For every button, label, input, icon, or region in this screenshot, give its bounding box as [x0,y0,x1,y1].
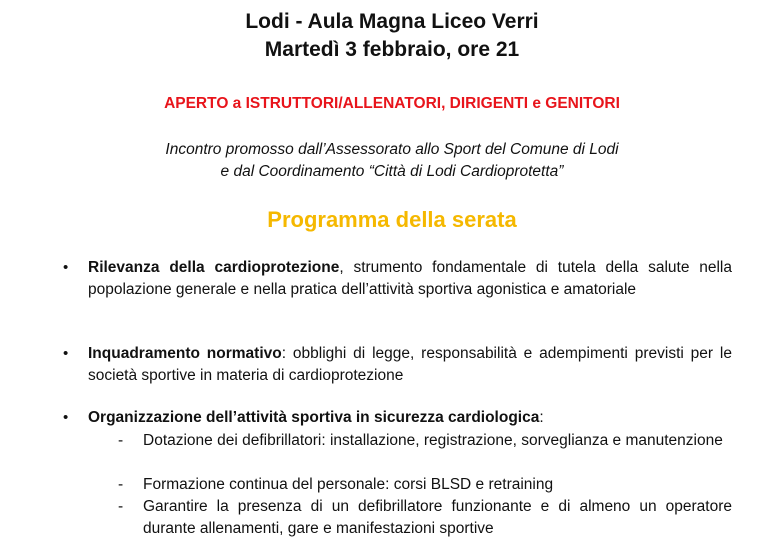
dash-marker: - [118,476,124,493]
event-venue: Lodi - Aula Magna Liceo Verri [245,10,539,33]
bullet-icon: • [63,345,69,362]
program-title: Programma della serata [267,207,517,232]
sub-item-defibrillators: Dotazione dei defibrillatori: installazione, registrazione, sorveglianza e manutenzione [143,432,723,449]
program-item-regulations [88,343,732,387]
program-item-heading: Rilevanza della cardioprotezione [88,259,340,276]
dash-marker: - [118,432,124,449]
sub-item-presence: Garantire la presenza di un defibrillatore funzionante e di almeno un operatore durante allenamenti, gare e manifestazioni sportive [143,498,732,537]
promotion-line-1: Incontro promosso dall’Assessorato allo Sport del Comune di Lodi [165,141,619,158]
bullet-icon: • [63,409,69,426]
program-item-text: , strumento fondamentale di tutela della salute nella popolazione generale e nella pratica dell’attività sportiva agonistica e amatoriale [88,259,732,298]
audience-notice: APERTO a ISTRUTTORI/ALLENATORI, DIRIGENTI e GENITORI [164,95,620,112]
bullet-icon: • [63,259,69,276]
sub-item-training: Formazione continua del personale: corsi BLSD e retraining [143,476,554,493]
promotion-line-2: e dal Coordinamento “Città di Lodi Cardioprotetta” [220,163,564,180]
program-item-organization [88,407,732,429]
program-item-text: : [539,409,544,426]
program-item-cardioprotection [88,257,732,301]
dash-marker: - [118,498,124,515]
event-date: Martedì 3 febbraio, ore 21 [264,38,520,61]
program-item-text: : obblighi di legge, responsabilità e adempimenti previsti per le società sportive in materia di cardioprotezione [88,345,732,384]
program-item-heading: Organizzazione dell’attività sportiva in sicurezza cardiologica [88,409,540,426]
program-item-heading: Inquadramento normativo [88,345,282,362]
